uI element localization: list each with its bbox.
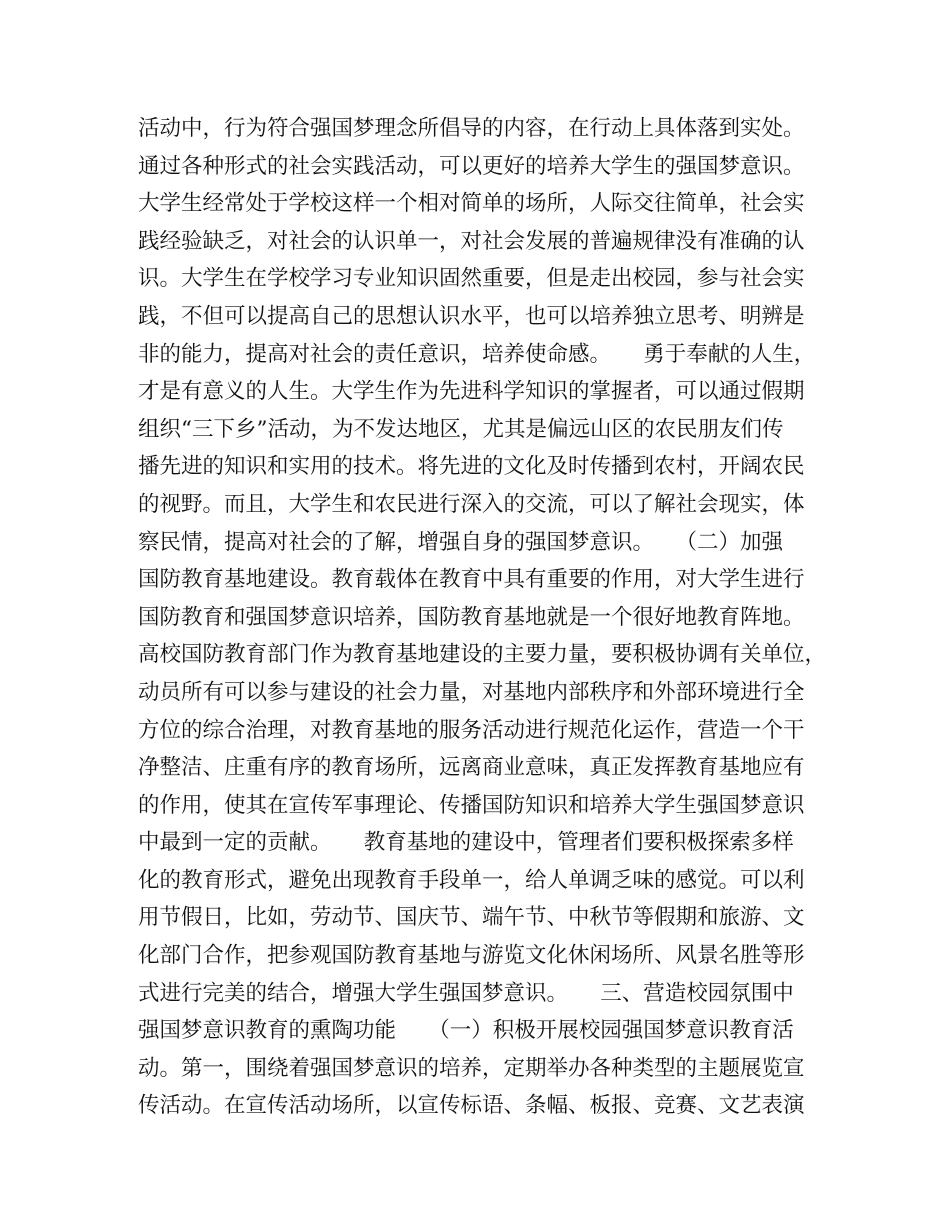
text-line-13: 国防教育基地建设。教育载体在教育中具有重要的作用，对大学生进行 (138, 567, 805, 593)
text-line-17: 方位的综合治理，对教育基地的服务活动进行规范化运作，营造一个干 (138, 717, 805, 743)
text-line-10: 播先进的知识和实用的技术。将先进的文化及时传播到农村，开阔农民 (138, 454, 805, 480)
text-line-11: 的视野。而且，大学生和农民进行深入的交流，可以了解社会现实，体 (138, 491, 805, 517)
text-line-9: 组织“三下乡”活动，为不发达地区，尤其是偏远山区的农民朋友们传 (138, 416, 784, 442)
text-line-21: 化的教育形式，避免出现教育手段单一，给人单调乏味的感觉。可以利 (138, 867, 805, 893)
text-line-6: 践，不但可以提高自己的思想认识水平，也可以培养独立思考、明辨是 (138, 303, 805, 329)
text-line-26: 动。第一，围绕着强国梦意识的培养，定期举办各种类型的主题展览宣 (138, 1055, 805, 1081)
text-line-5: 识。大学生在学校学习专业知识固然重要，但是走出校园，参与社会实 (138, 266, 805, 292)
text-line-7: 非的能力，提高对社会的责任意识，培养使命感。 勇于奉献的人生， (138, 341, 816, 367)
text-line-25: 强国梦意识教育的熏陶功能 （一）积极开展校园强国梦意识教育活 (138, 1018, 794, 1044)
text-line-19: 的作用，使其在宣传军事理论、传播国防知识和培养大学生强国梦意识 (138, 792, 805, 818)
text-line-16: 动员所有可以参与建设的社会力量，对基地内部秩序和外部环境进行全 (138, 679, 805, 705)
text-line-4: 践经验缺乏，对社会的认识单一，对社会发展的普遍规律没有准确的认 (138, 228, 805, 254)
text-line-15: 高校国防教育部门作为教育基地建设的主要力量，要积极协调有关单位， (138, 642, 827, 668)
text-line-1: 活动中，行为符合强国梦理念所倡导的内容，在行动上具体落到实处。 (138, 116, 805, 141)
text-line-2: 通过各种形式的社会实践活动，可以更好的培养大学生的强国梦意识。 (138, 153, 805, 179)
text-line-27: 传活动。在宣传活动场所，以宣传标语、条幅、板报、竞赛、文艺表演 (138, 1093, 805, 1119)
text-line-3: 大学生经常处于学校这样一个相对简单的场所，人际交往简单，社会实 (138, 191, 805, 217)
text-line-8: 才是有意义的人生。大学生作为先进科学知识的掌握者，可以通过假期 (138, 379, 805, 405)
text-line-12: 察民情，提高对社会的了解，增强自身的强国梦意识。 （二）加强 (138, 529, 784, 555)
body-text (138, 110, 828, 1125)
text-line-22: 用节假日，比如，劳动节、国庆节、端午节、中秋节等假期和旅游、文 (138, 905, 805, 931)
text-line-18: 净整洁、庄重有序的教育场所，远离商业意味，真正发挥教育基地应有 (138, 755, 805, 781)
text-line-14: 国防教育和强国梦意识培养，国防教育基地就是一个很好地教育阵地。 (138, 604, 805, 630)
text-line-23: 化部门合作，把参观国防教育基地与游览文化休闲场所、风景名胜等形 (138, 943, 805, 969)
text-line-24: 式进行完美的结合，增强大学生强国梦意识。 三、营造校园氛围中 (138, 980, 794, 1006)
text-line-20: 中最到一定的贡献。 教育基地的建设中，管理者们要积极探索多样 (138, 830, 794, 856)
